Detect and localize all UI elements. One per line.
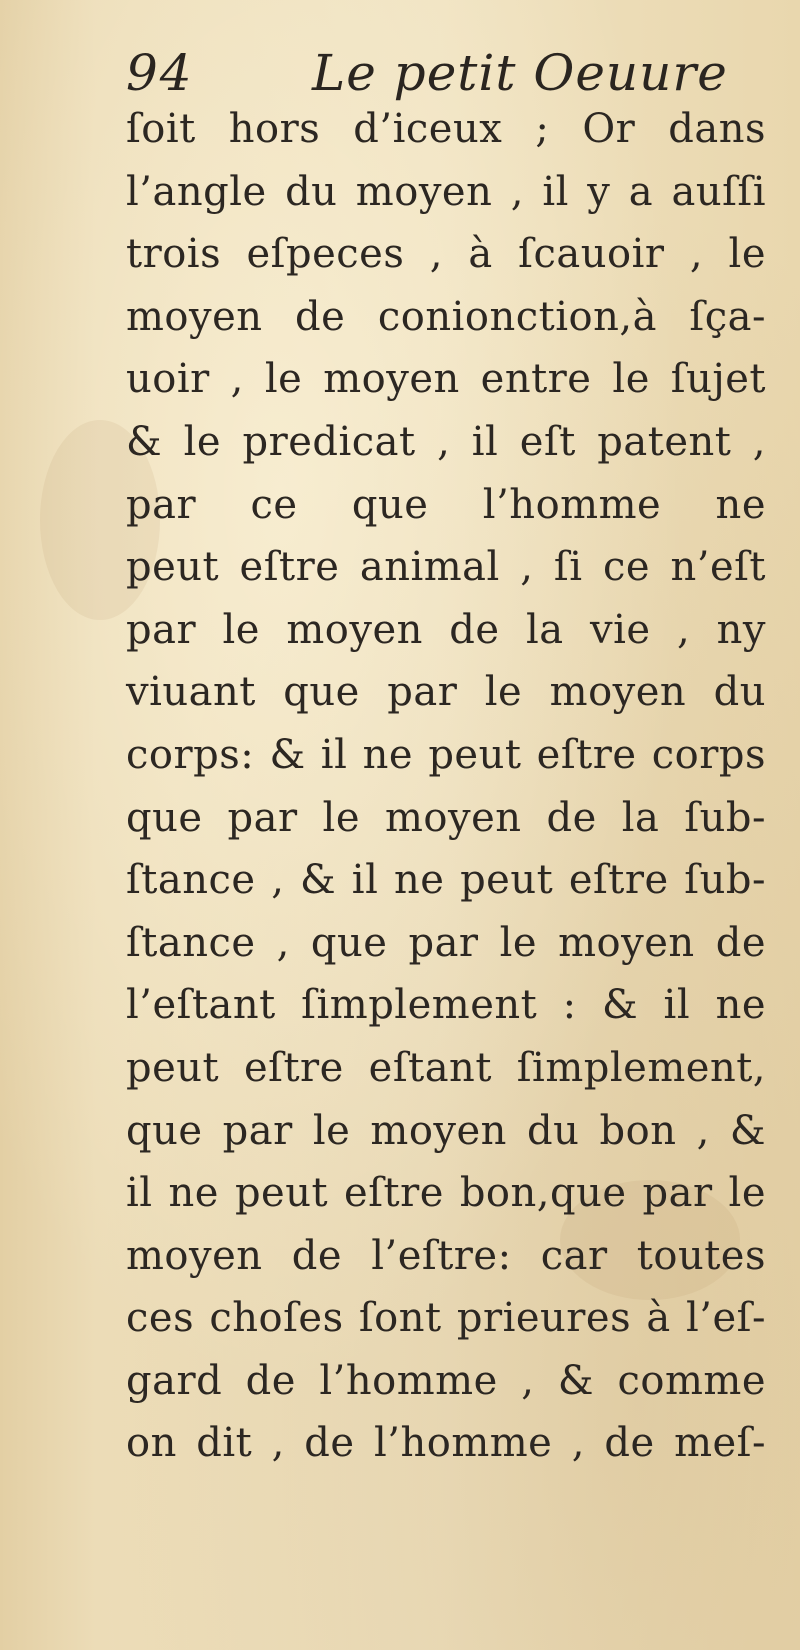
text-line: trois eſpeces , à ſcauoir , le <box>126 231 766 278</box>
text-line: peut eſtre animal , ſi ce n’eſt <box>126 544 766 591</box>
body-text <box>126 98 766 1475</box>
text-line: ſtance , & il ne peut eſtre ſub- <box>126 857 766 904</box>
text-line: ſoit hors d’iceux ; Or dans <box>126 106 766 152</box>
text-line: que par le moyen de la ſub- <box>126 794 766 841</box>
text-line: viuant que par le moyen du <box>126 669 766 716</box>
text-line: moyen de l’eſtre: car toutes <box>126 1232 766 1279</box>
text-line: il ne peut eſtre bon,que par le <box>126 1170 766 1217</box>
text-line: & le predicat , il eſt patent , <box>126 418 766 465</box>
text-line: par le moyen de la vie , ny <box>126 606 766 653</box>
text-line: uoir , le moyen entre le ſujet <box>126 356 766 403</box>
text-line: par ce que l’homme ne <box>126 481 766 528</box>
text-line: l’eſtant ſimplement : & il ne <box>126 982 766 1029</box>
text-line: on dit , de l’homme , de meſ- <box>126 1420 766 1467</box>
text-line: peut eſtre eſtant ſimplement, <box>126 1044 766 1091</box>
text-line: ces choſes ſont prieures à l’eſ- <box>126 1295 766 1342</box>
text-line: moyen de conionction,à ſça- <box>126 293 766 340</box>
text-line: que par le moyen du bon , & <box>126 1107 766 1154</box>
text-line: l’angle du moyen , il y a auſſi <box>126 168 766 215</box>
page-number: 94 <box>126 44 194 102</box>
text-line: ſtance , que par le moyen de <box>126 919 766 966</box>
text-line: gard de l’homme , & comme <box>126 1357 766 1404</box>
running-head: Le petit Oeuure <box>312 44 728 102</box>
text-line: corps: & il ne peut eſtre corps <box>126 731 766 778</box>
